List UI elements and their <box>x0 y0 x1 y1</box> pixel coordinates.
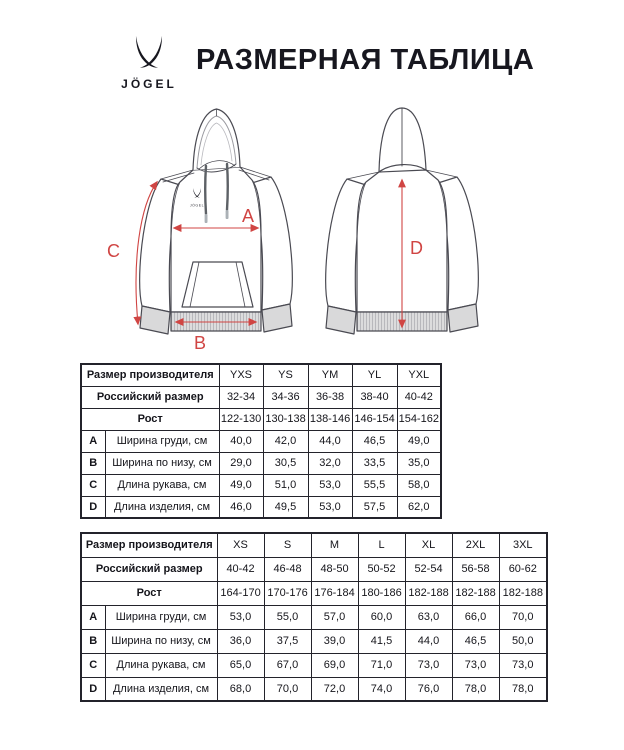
measure-value: 53,0 <box>217 605 264 629</box>
measure-value: 74,0 <box>358 677 405 701</box>
measure-value: 55,5 <box>352 474 397 496</box>
measure-value: 40,0 <box>219 430 263 452</box>
measure-row <box>81 452 441 474</box>
measure-value: 51,0 <box>263 474 308 496</box>
brand-logo <box>114 32 184 91</box>
measure-row <box>81 677 547 701</box>
measure-value: 37,5 <box>264 629 311 653</box>
header-value: 38-40 <box>352 386 397 408</box>
header-value: 176-184 <box>311 581 358 605</box>
measure-value: 53,0 <box>308 496 352 518</box>
header-value: 182-188 <box>499 581 547 605</box>
header-value: YM <box>308 364 352 386</box>
measure-value: 66,0 <box>452 605 499 629</box>
measure-label: Ширина по низу, см <box>105 452 219 474</box>
page-title: РАЗМЕРНАЯ ТАБЛИЦА <box>196 44 535 76</box>
measure-value: 70,0 <box>264 677 311 701</box>
measure-value: 73,0 <box>499 653 547 677</box>
back-hood <box>379 108 426 172</box>
header-value: 170-176 <box>264 581 311 605</box>
measure-value: 29,0 <box>219 452 263 474</box>
measure-letter: B <box>81 629 105 653</box>
measure-value: 78,0 <box>452 677 499 701</box>
measure-value: 44,0 <box>405 629 452 653</box>
measure-value: 65,0 <box>217 653 264 677</box>
header-value: XS <box>217 533 264 557</box>
measure-value: 63,0 <box>405 605 452 629</box>
measure-row <box>81 653 547 677</box>
header-label: Рост <box>81 581 217 605</box>
measure-value: 41,5 <box>358 629 405 653</box>
header-label: Размер производителя <box>81 533 217 557</box>
drawstring-left-aglet <box>205 214 208 223</box>
measure-letter: A <box>81 605 105 629</box>
measure-label: Ширина по низу, см <box>105 629 217 653</box>
header-value: 138-146 <box>308 408 352 430</box>
measure-value: 32,0 <box>308 452 352 474</box>
header-value: 122-130 <box>219 408 263 430</box>
header-value: 182-188 <box>452 581 499 605</box>
measure-row <box>81 496 441 518</box>
measure-letter: C <box>81 653 105 677</box>
table-header-row <box>81 364 441 386</box>
measure-value: 46,5 <box>452 629 499 653</box>
header-value: 50-52 <box>358 557 405 581</box>
measure-value: 39,0 <box>311 629 358 653</box>
label-b: B <box>194 333 207 350</box>
header-value: 3XL <box>499 533 547 557</box>
measure-label: Длина рукава, см <box>105 653 217 677</box>
size-table-youth <box>80 363 442 519</box>
measure-label: Длина рукава, см <box>105 474 219 496</box>
measure-value: 42,0 <box>263 430 308 452</box>
measure-label: Ширина груди, см <box>105 605 217 629</box>
measure-letter: D <box>81 496 105 518</box>
measure-value: 73,0 <box>452 653 499 677</box>
header-value: 164-170 <box>217 581 264 605</box>
header-value: 180-186 <box>358 581 405 605</box>
measure-value: 53,0 <box>308 474 352 496</box>
table-header-row <box>81 408 441 430</box>
measure-value: 55,0 <box>264 605 311 629</box>
header-value: 34-36 <box>263 386 308 408</box>
measure-value: 76,0 <box>405 677 452 701</box>
measure-row <box>81 474 441 496</box>
measure-label: Ширина груди, см <box>105 430 219 452</box>
header-value: 182-188 <box>405 581 452 605</box>
measure-value: 73,0 <box>405 653 452 677</box>
header-value: YXL <box>397 364 441 386</box>
header-value: 2XL <box>452 533 499 557</box>
header-value: 52-54 <box>405 557 452 581</box>
measure-value: 70,0 <box>499 605 547 629</box>
measure-value: 69,0 <box>311 653 358 677</box>
header-value: 154-162 <box>397 408 441 430</box>
measure-label: Длина изделия, см <box>105 496 219 518</box>
jogel-v-logo-icon <box>132 32 166 76</box>
measure-value: 49,0 <box>219 474 263 496</box>
table-header-row <box>81 386 441 408</box>
header-value: 56-58 <box>452 557 499 581</box>
measure-value: 71,0 <box>358 653 405 677</box>
drawstring-right-aglet <box>226 210 229 219</box>
measure-value: 33,5 <box>352 452 397 474</box>
size-table-adult <box>80 532 548 702</box>
label-c: C <box>107 241 120 261</box>
hoodie-measurement-diagram <box>95 100 515 350</box>
header-label: Российский размер <box>81 557 217 581</box>
measure-row <box>81 629 547 653</box>
measure-letter: D <box>81 677 105 701</box>
measure-value: 49,5 <box>263 496 308 518</box>
label-a: A <box>242 206 255 226</box>
drawstring-right <box>227 164 228 210</box>
measure-label: Длина изделия, см <box>105 677 217 701</box>
header-label: Российский размер <box>81 386 219 408</box>
table-header-row <box>81 581 547 605</box>
header-value: YXS <box>219 364 263 386</box>
header-value: 46-48 <box>264 557 311 581</box>
table-header-row <box>81 557 547 581</box>
measure-row <box>81 430 441 452</box>
measure-value: 62,0 <box>397 496 441 518</box>
header-value: YL <box>352 364 397 386</box>
measure-value: 36,0 <box>217 629 264 653</box>
label-d: D <box>410 238 423 258</box>
brand-name: JÖGEL <box>121 77 177 91</box>
header-value: YS <box>263 364 308 386</box>
header-value: S <box>264 533 311 557</box>
header-value: L <box>358 533 405 557</box>
measure-letter: A <box>81 430 105 452</box>
header-label: Размер производителя <box>81 364 219 386</box>
header-value: 40-42 <box>397 386 441 408</box>
front-pocket <box>182 262 253 307</box>
measure-value: 46,5 <box>352 430 397 452</box>
measure-value: 67,0 <box>264 653 311 677</box>
header-value: XL <box>405 533 452 557</box>
measure-value: 58,0 <box>397 474 441 496</box>
measure-row <box>81 605 547 629</box>
hoodie-front-view <box>140 109 293 334</box>
measure-value: 35,0 <box>397 452 441 474</box>
header-value: 32-34 <box>219 386 263 408</box>
table-header-row <box>81 533 547 557</box>
measure-value: 46,0 <box>219 496 263 518</box>
measure-value: 50,0 <box>499 629 547 653</box>
header-value: 48-50 <box>311 557 358 581</box>
header-value: 130-138 <box>263 408 308 430</box>
measure-value: 60,0 <box>358 605 405 629</box>
measure-value: 72,0 <box>311 677 358 701</box>
measure-letter: B <box>81 452 105 474</box>
header-value: 146-154 <box>352 408 397 430</box>
header-value: 60-62 <box>499 557 547 581</box>
header-label: Рост <box>81 408 219 430</box>
measure-value: 78,0 <box>499 677 547 701</box>
drawstring-left <box>205 166 206 214</box>
header-value: 40-42 <box>217 557 264 581</box>
measure-value: 68,0 <box>217 677 264 701</box>
measure-value: 57,0 <box>311 605 358 629</box>
measure-value: 57,5 <box>352 496 397 518</box>
chest-logo-text: JÖGEL <box>189 203 205 208</box>
header-value: 36-38 <box>308 386 352 408</box>
measure-value: 44,0 <box>308 430 352 452</box>
measure-value: 30,5 <box>263 452 308 474</box>
measure-letter: C <box>81 474 105 496</box>
header-value: M <box>311 533 358 557</box>
measure-value: 49,0 <box>397 430 441 452</box>
